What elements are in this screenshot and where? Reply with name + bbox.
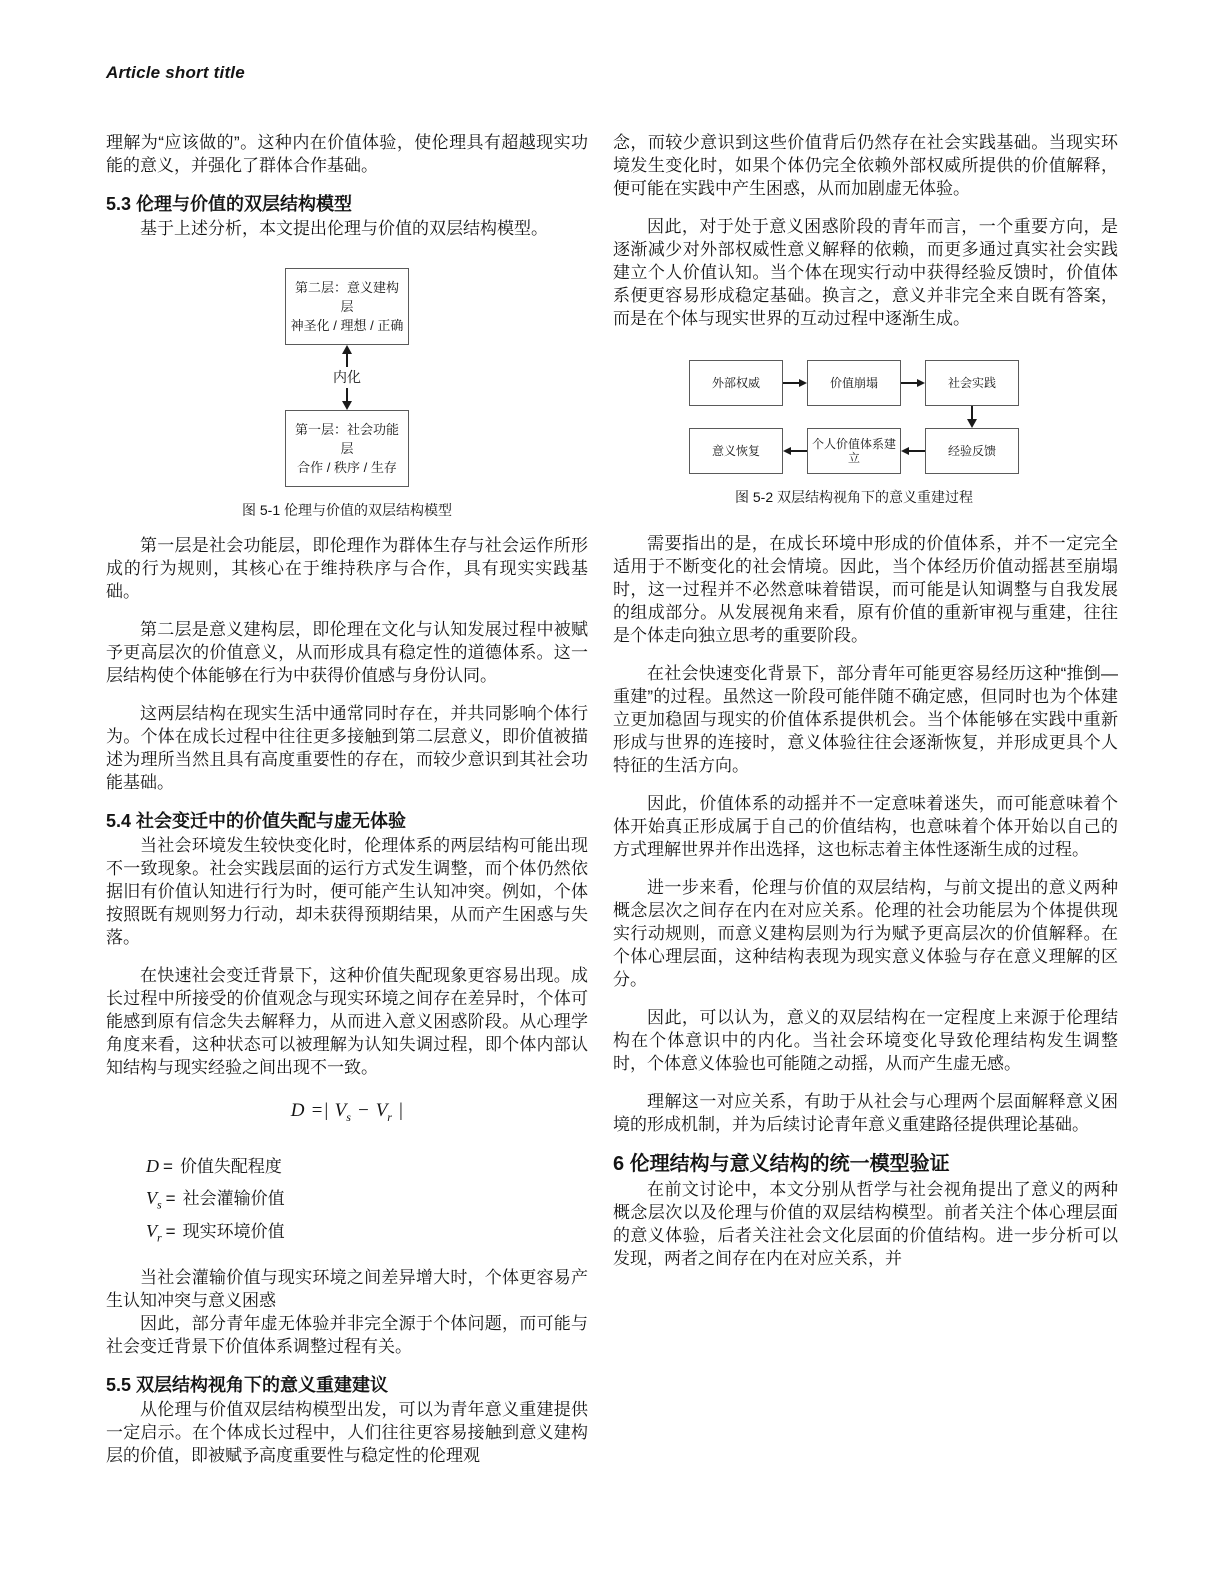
figure-5-1-top-box-line1: 第二层：意义建构层 — [294, 280, 399, 314]
paragraph: 当社会环境发生较快变化时，伦理体系的两层结构可能出现不一致现象。社会实践层面的运行方式发生调整，而个体仍然依据旧有价值认知进行行为时，便可能产生认知冲突。例如，个体按照既有规则努力行动，却未获得预期结果，从而产生困惑与失落。 — [106, 836, 588, 947]
right-column — [613, 131, 1118, 1285]
paragraph: 当社会灌输价值与现实环境之间差异增大时，个体更容易产生认知冲突与意义困惑 — [106, 1267, 588, 1310]
flow-box-personal-value-system: 个人价值体系建立 — [807, 428, 901, 474]
formula-sub-s: s — [346, 1109, 351, 1124]
formula-sub-r: r — [387, 1109, 392, 1124]
paragraph: 从伦理与价值双层结构模型出发，可以为青年意义重建提供一定启示。在个体成长过程中，人们往往更容易接触到意义建构层的价值，即被赋予高度重要性与稳定性的伦理观 — [106, 1399, 588, 1465]
definition-symbol: $V_r$ — [146, 1220, 162, 1245]
section-5-4-title: 5.4 社会变迁中的价值失配与虚无体验 — [106, 811, 407, 831]
arrow-right-head — [917, 379, 925, 387]
formula-definitions — [106, 1153, 588, 1251]
paragraph: 第二层是意义建构层，即伦理在文化与认知发展过程中被赋予更高层次的价值意义，从而形成具有稳定性的道德体系。这一层结构使个体能够在行为中获得价值感与身份认同。 — [106, 620, 588, 685]
figure-5-2-caption: 图 5-2 双层结构视角下的意义重建过程 — [734, 489, 973, 505]
arrow-shaft — [901, 382, 917, 384]
definition-Vs — [146, 1185, 588, 1218]
flow-box-external-authority: 外部权威 — [689, 360, 783, 406]
formula-term-vr — [375, 1100, 392, 1124]
paragraph: 理解这一对应关系，有助于从社会与心理两个层面解释意义困境的形成机制，并为后续讨论青年意义重建路径提供理论基础。 — [613, 1092, 1118, 1134]
arrow-left-icon — [901, 428, 925, 474]
arrow-shaft — [971, 406, 973, 419]
definition-equals: = — [163, 1156, 173, 1176]
figure-5-1-caption: 图 5-1 伦理与价值的双层结构模型 — [241, 502, 452, 518]
figure-5-1-top-box-line2: 神圣化 / 理想 / 正确 — [290, 318, 404, 333]
figure-5-1-bottom-box — [285, 410, 409, 487]
arrow-left-icon — [783, 428, 807, 474]
formula-value-mismatch — [106, 1099, 588, 1129]
flow-box-value-collapse: 价值崩塌 — [807, 360, 901, 406]
arrow-right-head — [799, 379, 807, 387]
figure-5-1-bottom-box-line1: 第一层：社会功能层 — [294, 422, 399, 456]
formula-symbol-D: D — [290, 1100, 305, 1121]
section-6-title: 6 伦理结构与意义结构的统一模型验证 — [613, 1153, 950, 1175]
section-5-5-title: 5.5 双层结构视角下的意义重建建议 — [106, 1374, 389, 1395]
arrow-shaft — [909, 450, 925, 452]
paragraph: 在前文讨论中，本文分别从哲学与社会视角提出了意义的两种概念层次以及伦理与价值的双层结构模型。前者关注个体心理层面的意义体验，后者关注社会文化层面的价值结构。进一步分析可以发现，两者之间存在内在对应关系，并 — [613, 1180, 1118, 1268]
definition-equals: = — [165, 1189, 176, 1209]
arrow-label: 内化 — [333, 369, 361, 385]
paragraph: 因此，可以认为，意义的双层结构在一定程度上来源于伦理结构在个体意识中的内化。当社会环境变化导致伦理结构发生调整时，个体意义体验也可能随之动摇，从而产生虚无感。 — [613, 1008, 1118, 1073]
figure-5-2 — [613, 360, 1118, 506]
definition-equals: = — [165, 1221, 176, 1241]
definition-text: 现实环境价值 — [182, 1221, 285, 1241]
arrow-down-head — [967, 419, 977, 428]
arrow-down-head — [342, 401, 352, 410]
arrow-right-icon — [901, 360, 925, 406]
figure-5-1-top-box — [285, 268, 409, 345]
figure-5-2-grid — [689, 360, 1019, 474]
paragraph: 基于上述分析，本文提出伦理与价值的双层结构模型。 — [140, 219, 548, 238]
flow-box-experience-feedback: 经验反馈 — [925, 428, 1019, 474]
definition-text: 社会灌输价值 — [182, 1189, 285, 1209]
formula-bar: | — [397, 1100, 404, 1121]
paragraph: 第一层是社会功能层，即伦理作为群体生存与社会运作所形成的行为规则，其核心在于维持秩序与合作，具有现实实践基础。 — [106, 536, 588, 601]
paragraph: 因此，对于处于意义困惑阶段的青年而言，一个重要方向，是逐渐减少对外部权威性意义解释的依赖，而更多通过真实社会实践建立个人价值认知。当个体在现实行动中获得经验反馈时，价值体系便更容易形成稳定基础。换言之，意义并非完全来自既有答案，而是在个体与现实世界的互动过程中逐渐生成。 — [613, 217, 1118, 328]
definition-D — [146, 1153, 588, 1186]
paragraph: 因此，部分青年虚无体验并非完全源于个体问题，而可能与社会变迁背景下价值体系调整过程有关。 — [106, 1313, 588, 1356]
arrow-right-icon — [783, 360, 807, 406]
flow-box-social-practice: 社会实践 — [925, 360, 1019, 406]
left-column — [106, 131, 588, 1482]
paragraph: 需要指出的是，在成长环境中形成的价值体系，并不一定完全适用于不断变化的社会情境。因此，当个体经历价值动摇甚至崩塌时，这一过程并不必然意味着错误，而可能是认知调整与自我发展的组成部分。从发展视角来看，原有价值的重新审视与重建，往往是个体走向独立思考的重要阶段。 — [613, 534, 1118, 645]
paragraph: 在社会快速变化背景下，部分青年可能更容易经历这种“推倒—重建”的过程。虽然这一阶段可能伴随不确定感，但同时也为个体建立更加稳固与现实的价值体系提供机会。当个体能够在实践中重新形成与世界的连接时，意义体验往往会逐渐恢复，并形成更具个人特征的生活方向。 — [613, 664, 1118, 775]
figure-5-1-bottom-box-line2: 合作 / 秩序 / 生存 — [297, 460, 397, 475]
double-headed-arrow-icon — [106, 345, 588, 410]
paragraph: 在快速社会变迁背景下，这种价值失配现象更容易出现。成长过程中所接受的价值观念与现实环境之间存在差异时，个体可能感到原有信念失去解释力，从而进入意义困惑阶段。从心理学角度来看，这种状态可以被理解为认知失调过程，即个体内部认知结构与现实经验之间出现不一致。 — [106, 966, 588, 1077]
arrow-left-head — [783, 447, 791, 455]
arrow-shaft — [783, 382, 799, 384]
formula-minus: − — [356, 1100, 370, 1121]
arrow-left-head — [901, 447, 909, 455]
running-head: Article short title — [106, 63, 245, 82]
paragraph: 这两层结构在现实生活中通常同时存在，并共同影响个体行为。个体在成长过程中往往更多接触到第二层意义，即价值被描述为理所当然且具有高度重要性的存在，而较少意识到其社会功能基础。 — [106, 704, 588, 792]
arrow-up-head — [342, 345, 352, 354]
formula-symbol-V: V — [375, 1100, 388, 1121]
paragraph-continuation: 理解为“应该做的”。这种内在价值体验，使伦理具有超越现实功能的意义，并强化了群体合作基础。 — [106, 133, 588, 175]
arrow-shaft — [791, 450, 807, 452]
arrow-shaft — [346, 354, 348, 367]
flow-box-meaning-recovery: 意义恢复 — [689, 428, 783, 474]
formula-term-vs — [334, 1100, 351, 1124]
definition-symbol: $V_s$ — [146, 1188, 162, 1212]
definition-text: 价值失配程度 — [179, 1156, 282, 1176]
arrow-down-icon — [925, 406, 1019, 428]
formula-equals: =| — [310, 1100, 329, 1121]
paragraph: 进一步来看，伦理与价值的双层结构，与前文提出的意义两种概念层次之间存在内在对应关系。伦理的社会功能层为个体提供现实行动规则，而意义建构层则为行为赋予更高层次的价值解释。在个体心理层面，这种结构表现为现实意义体验与存在意义理解的区分。 — [613, 878, 1118, 989]
paragraph: 因此，价值体系的动摇并不一定意味着迷失，而可能意味着个体开始真正形成属于自己的价值结构，也意味着个体开始以自己的方式理解世界并作出选择，这也标志着主体性逐渐生成的过程。 — [613, 794, 1118, 859]
definition-symbol: D — [146, 1155, 159, 1176]
figure-5-2-diagram — [689, 360, 1019, 506]
definition-Vr — [146, 1218, 588, 1251]
formula-symbol-V: V — [334, 1100, 347, 1121]
arrow-shaft — [346, 388, 348, 401]
figure-5-1 — [106, 268, 588, 519]
paragraph-continuation: 念，而较少意识到这些价值背后仍然存在社会实践基础。当现实环境发生变化时，如果个体仍完全依赖外部权威所提供的价值解释，便可能在实践中产生困惑，从而加剧虚无体验。 — [613, 133, 1118, 198]
section-5-3-title: 5.3 伦理与价值的双层结构模型 — [106, 194, 353, 214]
